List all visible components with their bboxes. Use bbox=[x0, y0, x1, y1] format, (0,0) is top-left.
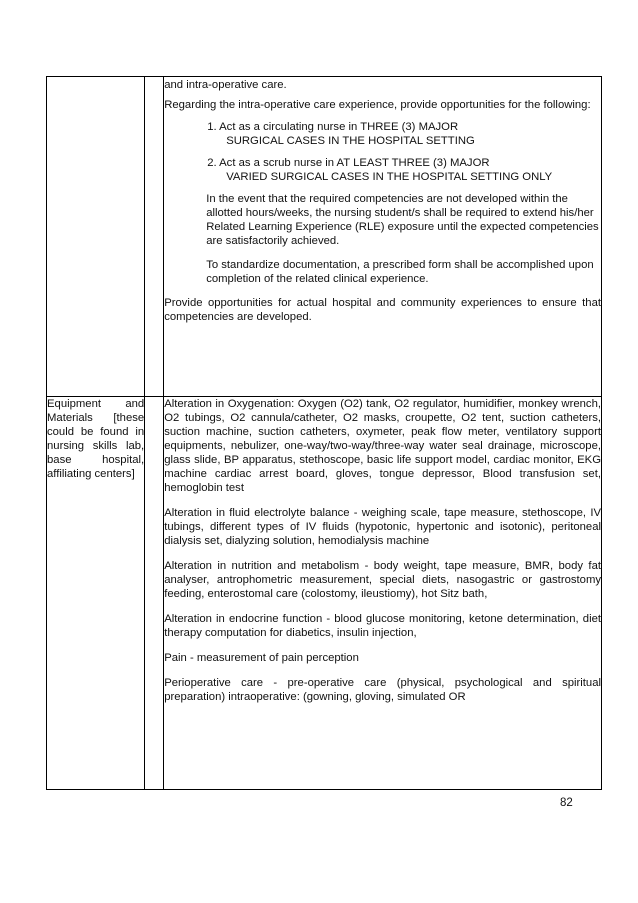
table-row bbox=[47, 397, 602, 790]
standardize-paragraph: To standardize documentation, a prescribed form shall be accomplished upon completion of the related clinical experience. bbox=[206, 259, 594, 285]
endocrine-paragraph: Alteration in endocrine function - blood glucose monitoring, ketone determination, diet therapy computation for diabetics, insulin injection, bbox=[164, 613, 601, 639]
perioperative-paragraph: Perioperative care - pre-operative care (physical, psychological and spiritual preparation) intraoperative: (gowning, gloving, simulated OR bbox=[164, 677, 601, 703]
spacer-cell bbox=[145, 397, 164, 790]
fluid-paragraph: Alteration in fluid electrolyte balance - weighing scale, tape measure, stethoscope, IV tubings, different types of IV fluids (hypotonic, hypertonic and isotonic), peritoneal dialysis set, dialyzing solution, hemodialysis machine bbox=[164, 507, 601, 547]
item1-line2: SURGICAL CASES IN THE HOSPITAL SETTING bbox=[226, 135, 475, 147]
page-number: 82 bbox=[560, 797, 573, 809]
equipment-list-cell bbox=[164, 397, 602, 790]
pain-paragraph: Pain - measurement of pain perception bbox=[164, 652, 359, 664]
curriculum-table bbox=[46, 76, 602, 790]
event-paragraph: In the event that the required competencies are not developed within the allotted hours/weeks, the nursing student/s shall be required to extend his/her Related Learning Experience (RLE) exposure until the expected competencies are satisfactorily achieved. bbox=[206, 193, 599, 247]
table-row bbox=[47, 77, 602, 397]
circulating-nurse-item bbox=[207, 120, 601, 148]
item2-line1: 2. Act as a scrub nurse in AT LEAST THREE (3) MAJOR bbox=[207, 157, 490, 169]
intro-line: and intra-operative care. bbox=[164, 79, 287, 91]
provide-paragraph: Provide opportunities for actual hospital and community experiences to ensure that competencies are developed. bbox=[164, 297, 601, 323]
item1-line1: 1. Act as a circulating nurse in THREE (3) MAJOR bbox=[207, 121, 459, 133]
empty-label-cell bbox=[47, 77, 145, 397]
item2-line2: VARIED SURGICAL CASES IN THE HOSPITAL SETTING ONLY bbox=[226, 171, 553, 183]
spacer-cell bbox=[145, 77, 164, 397]
oxygenation-paragraph: Alteration in Oxygenation: Oxygen (O2) tank, O2 regulator, humidifier, monkey wrench, O2 tubings, O2 cannula/catheter, O2 masks, croupette, O2 tent, suction catheters, suction machine, suction catheters, oxymeter, peak flow meter, ventilatory support equipments, nebulizer, one-way/two-way/three-way water seal drainage, microscope, glass slide, BP apparatus, stethoscope, basic life support model, cardiac monitor, EKG machine cardiac arrest board, gloves, tongue depressor, Blood transfusion set, hemoglobin test bbox=[164, 398, 601, 494]
equipment-label-cell bbox=[47, 397, 145, 790]
regarding-paragraph: Regarding the intra-operative care experience, provide opportunities for the following: bbox=[164, 99, 591, 111]
nutrition-paragraph: Alteration in nutrition and metabolism - body weight, tape measure, BMR, body fat analyser, antrophometric measurement, special diets, nasogastric or gastrostomy feeding, enterostomal care (colostomy, ileustiomy), hot Sitz bath, bbox=[164, 560, 601, 600]
scrub-nurse-item bbox=[207, 156, 601, 184]
equipment-label: Equipment and Materials [these could be found in nursing skills lab, base hospital, affiliating centers] bbox=[47, 398, 145, 480]
intraoperative-care-cell bbox=[164, 77, 602, 397]
